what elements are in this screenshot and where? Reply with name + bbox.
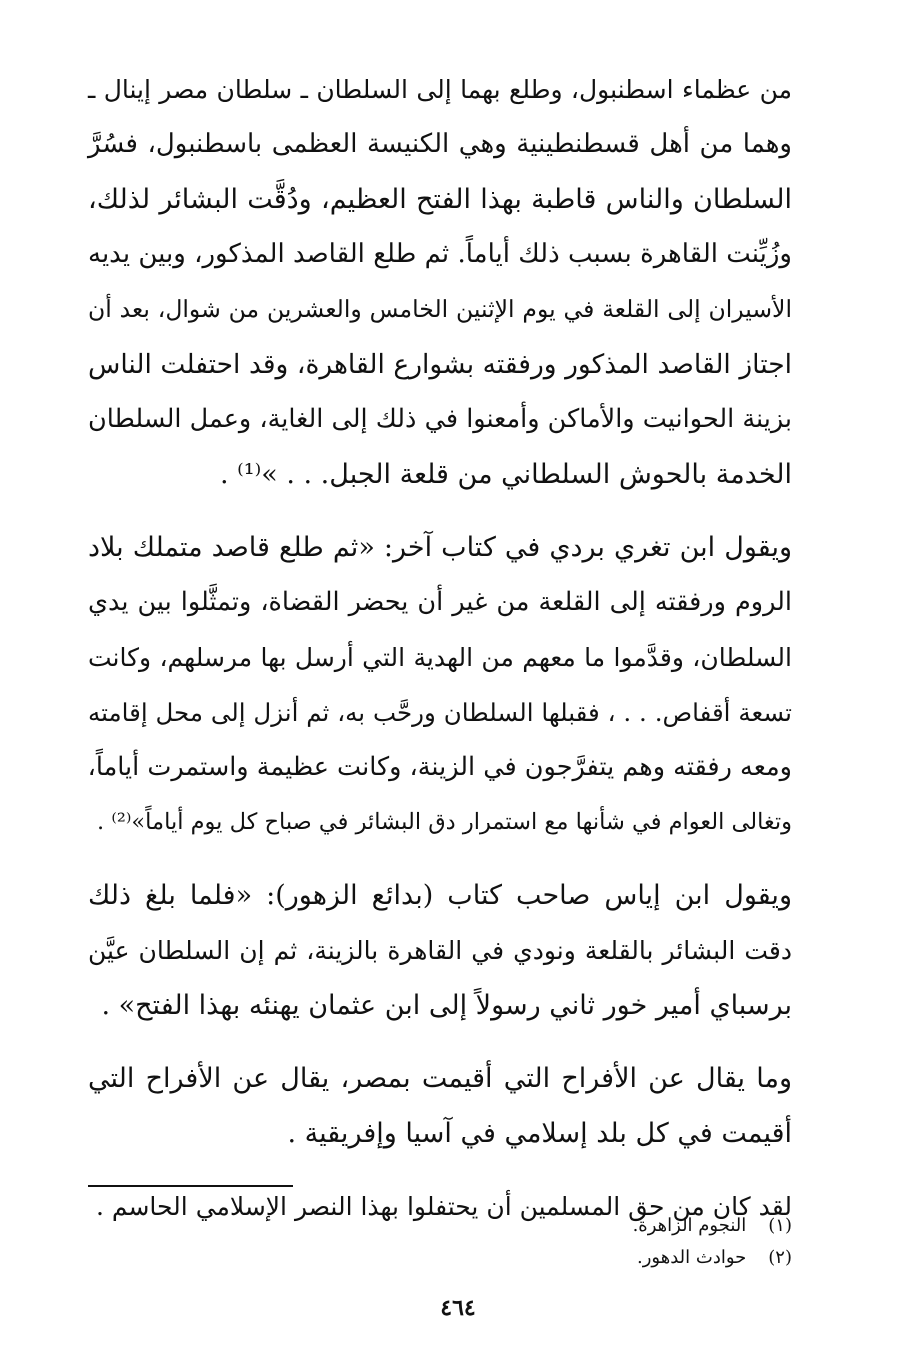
main-text	[88, 62, 792, 1234]
text-line: وتغالى العوام في شأنها مع استمرار دق البشائر في صباح كل يوم أياماً»⁽²⁾ .	[97, 809, 792, 835]
text-line: لقد كان من حق المسلمين أن يحتفلوا بهذا النصر الإسلامي الحاسم .	[95, 1192, 792, 1221]
page-number: ٤٦٤	[440, 1295, 476, 1321]
text-line: أقيمت في كل بلد إسلامي في آسيا وإفريقية .	[287, 1118, 792, 1149]
footnote	[372, 1242, 792, 1274]
paragraph	[88, 1051, 792, 1161]
footnote	[372, 1210, 792, 1242]
text-line: ويقول ابن تغري بردي في كتاب آخر: «ثم طلع قاصد متملك بلاد	[88, 532, 792, 563]
paragraph-gap	[88, 502, 792, 520]
text-line: من عظماء اسطنبول، وطلع بهما إلى السلطان ـ سلطان مصر إينال ـ	[88, 75, 792, 104]
footnote-number: (١)	[768, 1215, 792, 1236]
text-line: دقت البشائر بالقلعة ونودي في القاهرة بالزينة، ثم إن السلطان عيَّن	[88, 936, 792, 965]
text-line: وهما من أهل قسطنطينية وهي الكنيسة العظمى باسطنبول، فسُرَّ	[88, 129, 792, 159]
text-line: وزُيِّنت القاهرة بسبب ذلك أياماً. ثم طلع القاصد المذكور، وبين يديه	[88, 239, 792, 269]
paragraph-gap	[88, 1033, 792, 1051]
paragraph	[88, 62, 792, 502]
text-line: السلطان، وقدَّموا ما معهم من الهدية التي أرسل بها مرسلهم، وكانت	[88, 643, 792, 672]
footnotes	[372, 1210, 792, 1274]
text-line: السلطان والناس قاطبة بهذا الفتح العظيم، ودُقَّت البشائر لذلك،	[88, 184, 792, 215]
footnote-text: النجوم الزاهرة.	[632, 1215, 747, 1236]
text-line: ومعه رفقته وهم يتفرَّجون في الزينة، وكانت عظيمة واستمرت أياماً،	[87, 752, 792, 782]
text-line: بزينة الحوانيت والأماكن وأمعنوا في ذلك إلى الغاية، وعمل السلطان	[88, 404, 792, 434]
footnote-number: (٢)	[768, 1247, 792, 1268]
footnote-text: حوادث الدهور.	[637, 1247, 747, 1268]
text-line: الخدمة بالحوش السلطاني من قلعة الجبل. . . »⁽¹⁾ .	[219, 459, 792, 490]
paragraph	[88, 520, 792, 850]
text-line: الأسيران إلى القلعة في يوم الإثنين الخامس والعشرين من شوال، بعد أن	[88, 295, 792, 323]
text-line: وما يقال عن الأفراح التي أقيمت بمصر، يقال عن الأفراح التي	[88, 1063, 792, 1094]
paragraph-gap	[88, 850, 792, 868]
text-line: ويقول ابن إياس صاحب كتاب (بدائع الزهور): «فلما بلغ ذلك	[88, 880, 792, 911]
text-line: اجتاز القاصد المذكور ورفقته بشوارع القاهرة، وقد احتفلت الناس	[88, 349, 792, 380]
text-line: برسباي أمير خور ثاني رسولاً إلى ابن عثمان يهنئه بهذا الفتح» .	[101, 990, 792, 1021]
text-line: تسعة أقفاص. . . ، فقبلها السلطان ورحَّب به، ثم أنزل إلى محل إقامته	[88, 698, 792, 727]
paragraph-gap	[88, 1161, 792, 1179]
footnote-divider	[88, 1185, 293, 1187]
text-line: الروم ورفقته إلى القلعة من غير أن يحضر القضاة، وتمثَّلوا بين يدي	[88, 587, 792, 617]
paragraph	[88, 868, 792, 1033]
